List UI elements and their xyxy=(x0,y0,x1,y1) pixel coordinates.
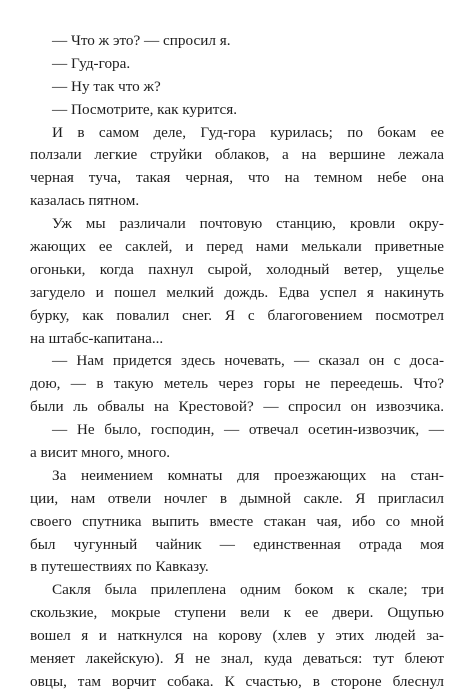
text-line: — Посмотрите, как курится. xyxy=(52,100,238,118)
text-line: на штабс-капитана... xyxy=(30,329,164,347)
text-line: вошел я и наткнулся на корову (хлев у этих людей за- xyxy=(30,627,444,645)
text-line: И в самом деле, Гуд-гора курилась; по бокам ее xyxy=(52,123,444,141)
text-line: — Ну так что ж? xyxy=(52,77,161,95)
text-line: был чугунный чайник — единственная отрада моя xyxy=(30,535,444,553)
paragraph xyxy=(30,122,444,214)
text-line: овцы, там ворчит собака. К счастью, в стороне блеснул xyxy=(30,672,444,690)
text-line: в путешествиях по Кавказу. xyxy=(30,558,209,576)
paragraph xyxy=(30,419,444,465)
paragraph xyxy=(30,76,444,99)
text-line: скользкие, мокрые ступени вели к ее двери. Ощупью xyxy=(30,604,444,622)
text-line: черная туча, такая черная, что на темном небе она xyxy=(30,169,444,187)
paragraph xyxy=(30,53,444,76)
text-line: жающих ее саклей, и перед нами мелькали приветные xyxy=(30,238,444,256)
text-line: За неимением комнаты для проезжающих на стан- xyxy=(52,466,444,484)
text-line: — Не было, господин, — отвечал осетин-извозчик, — xyxy=(52,421,444,439)
text-line: дою, — в такую метель через горы не переедешь. Что? xyxy=(30,375,444,393)
text-line: а висит много, много. xyxy=(30,444,171,462)
text-line: ции, нам отвели ночлег в дымной сакле. Я пригласил xyxy=(30,489,444,507)
text-line: меняет лакейскую). Я не знал, куда деваться: тут блеют xyxy=(30,650,444,668)
text-line: — Что ж это? — спросил я. xyxy=(52,32,231,49)
paragraph xyxy=(30,579,444,693)
paragraph xyxy=(30,99,444,122)
text-line: — Гуд-гора. xyxy=(52,54,131,72)
text-line: бурку, как повалил снег. Я с благоговением посмотрел xyxy=(30,306,444,324)
text-line: своего спутника выпить вместе стакан чая, ибо со мной xyxy=(30,512,444,530)
book-page xyxy=(30,30,444,694)
text-line: — Нам придется здесь ночевать, — сказал он с доса- xyxy=(52,352,444,370)
text-line: Уж мы различали почтовую станцию, кровли окру- xyxy=(52,215,444,233)
paragraph xyxy=(30,213,444,350)
text-line: огоньки, когда пахнул сырой, холодный ветер, ущелье xyxy=(30,260,444,278)
paragraph xyxy=(30,465,444,579)
text-line: Сакля была прилеплена одним боком к скале; три xyxy=(52,581,444,599)
text-line: ползали легкие струйки облаков, а на вершине лежала xyxy=(30,146,444,164)
text-line: казалась пятном. xyxy=(30,192,140,210)
text-line: были ль обвалы на Крестовой? — спросил он извозчика. xyxy=(30,398,444,416)
paragraph xyxy=(30,30,444,53)
text-line: загудело и пошел мелкий дождь. Едва успел я накинуть xyxy=(30,283,444,301)
paragraph xyxy=(30,350,444,419)
